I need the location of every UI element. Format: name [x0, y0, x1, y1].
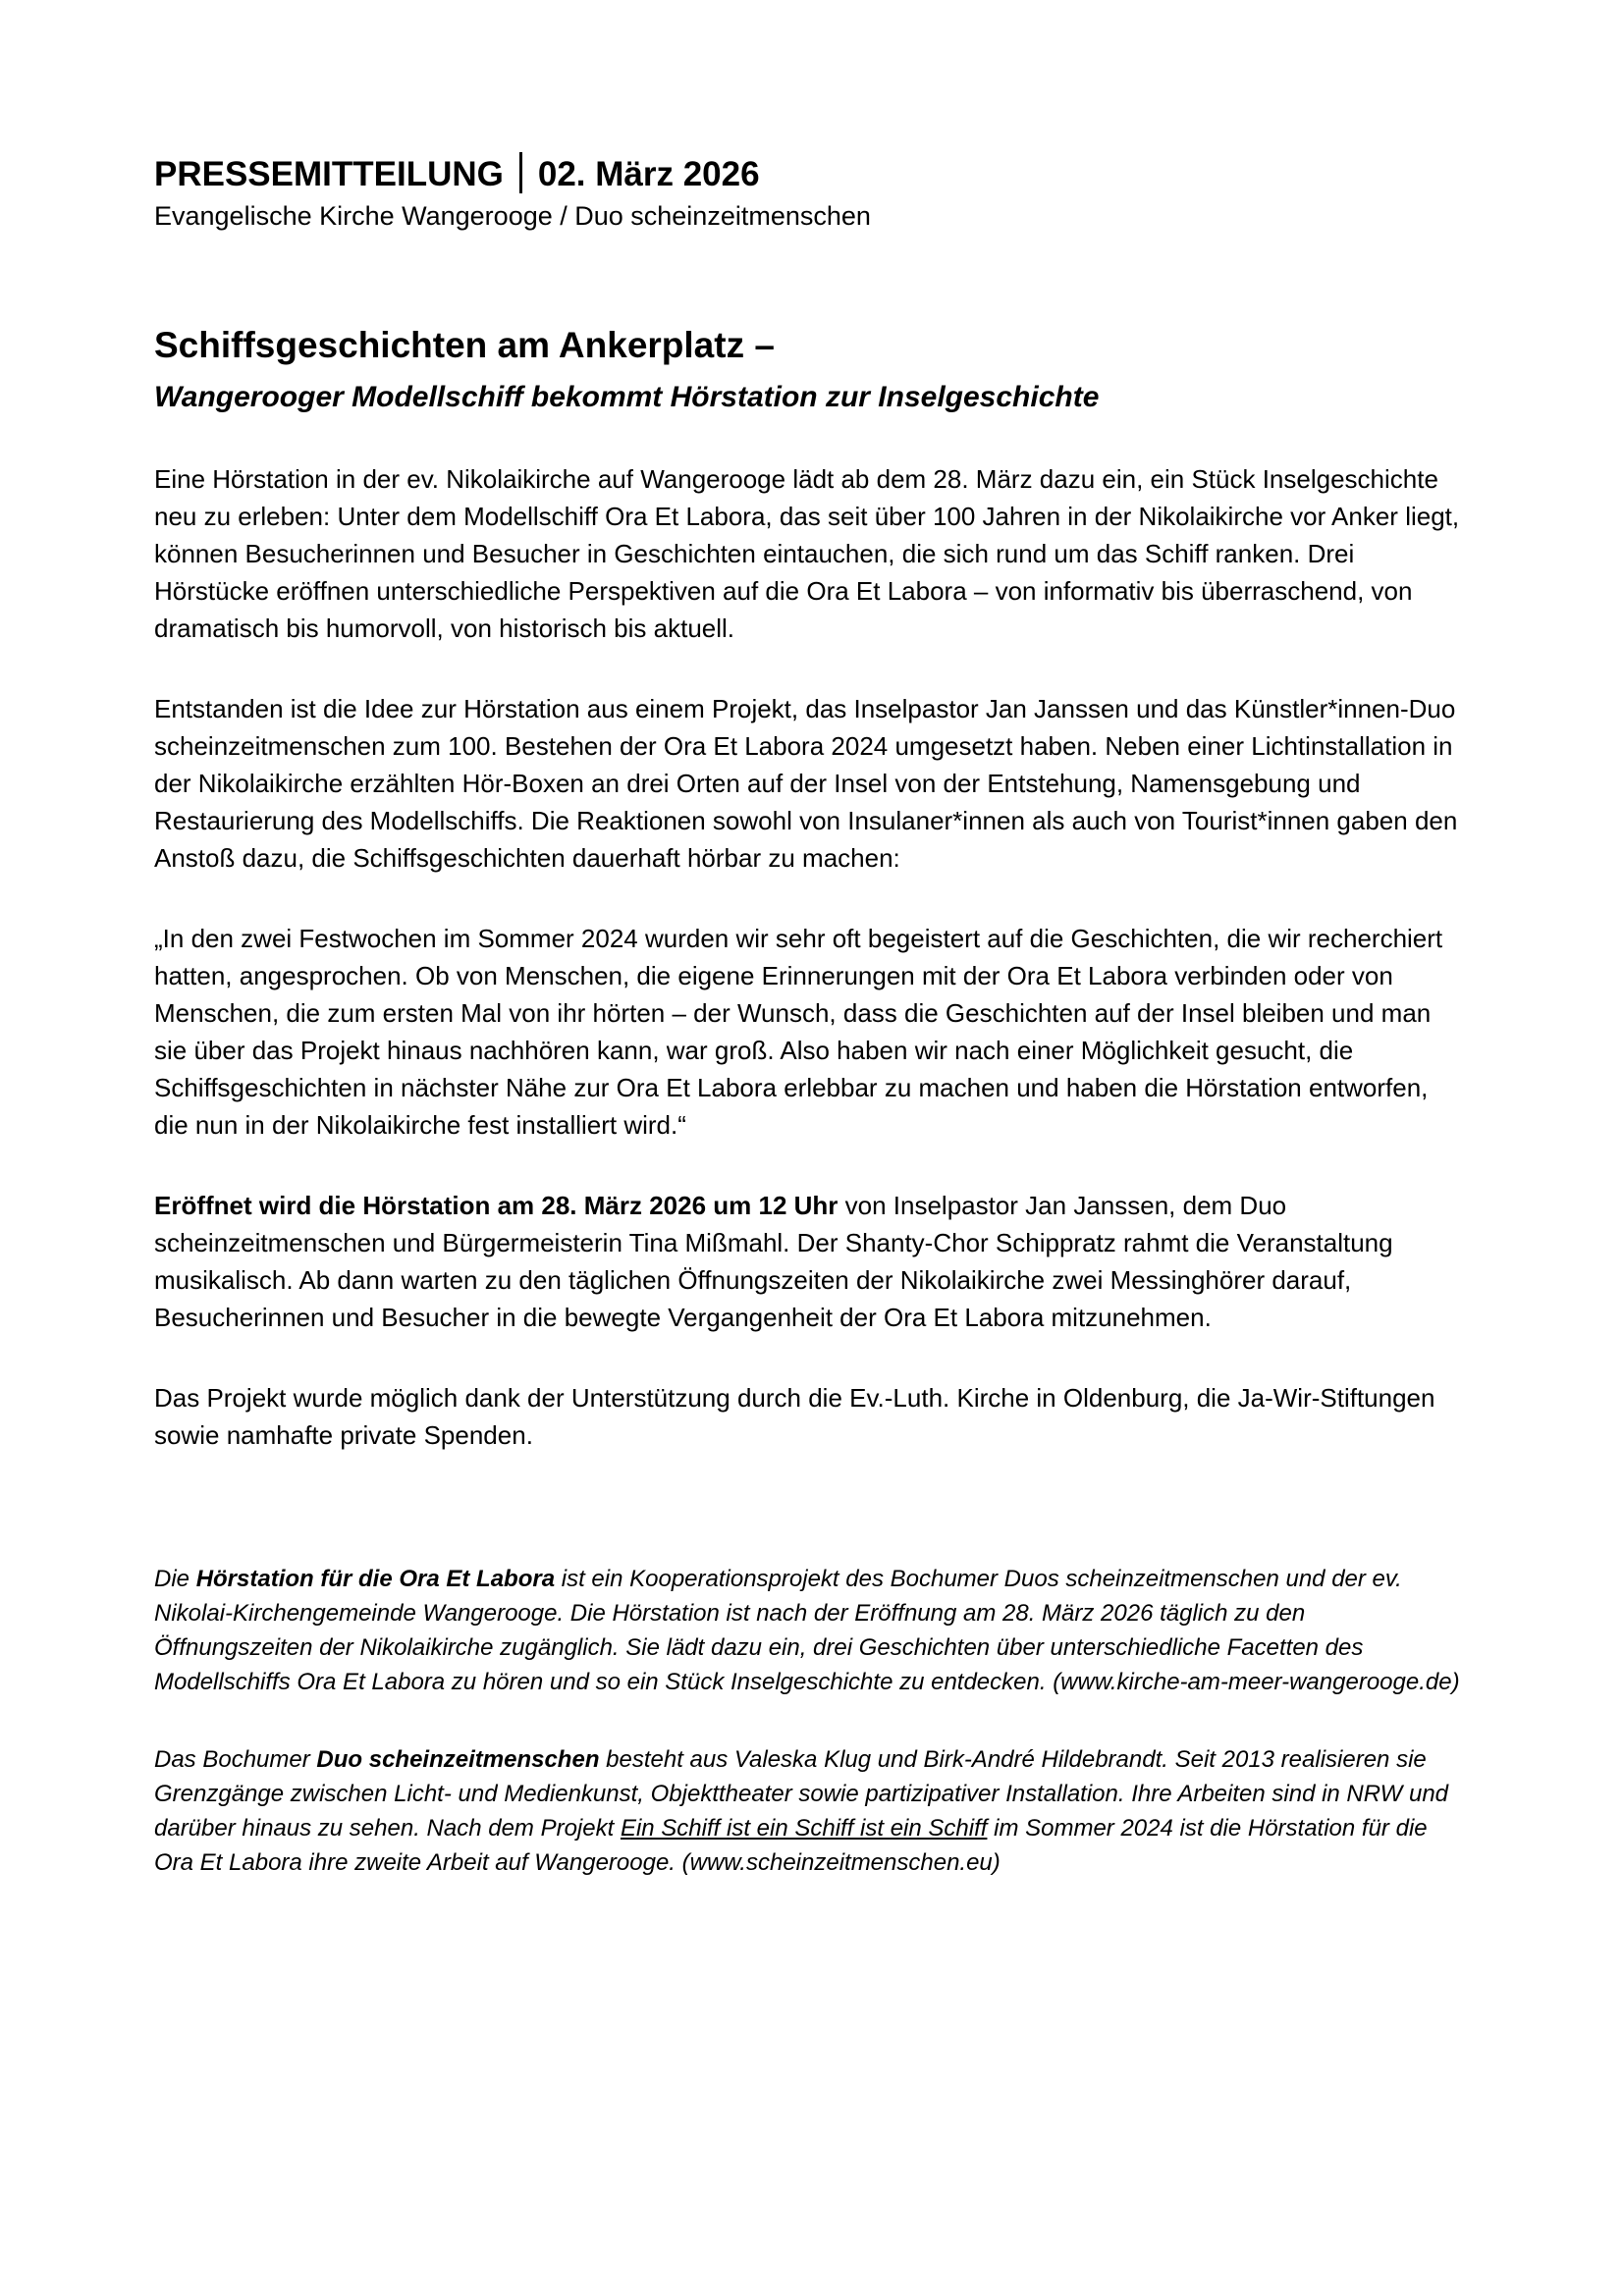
- boilerplate-duo-lead-segment: Das Bochumer: [154, 1746, 317, 1773]
- opening-event-bold-segment: Eröffnet wird die Hörstation am 28. März 2026 um 12 Uhr: [154, 1191, 839, 1220]
- opening-event-rest-segment: von Inselpastor Jan Janssen, dem Duo scheinzeitmenschen und Bürgermeisterin Tina Mißmahl. Der Shanty-Chor Schippratz rahmt die Veranstaltung musikalisch. Ab dann warten zu den täglichen Öffnungszeiten der Nikolaikirche zwei Messinghörer darauf, Besucherinnen und Besucher in die bewegte Vergangenheit der Ora Et Labora mitzunehmen.: [154, 1191, 1393, 1332]
- page-content: [154, 0, 1468, 1880]
- paragraph-intro: Eine Hörstation in der ev. Nikolaikirche auf Wangerooge lädt ab dem 28. März dazu ein, ein Stück Inselgeschichte neu zu erleben: Unter dem Modellschiff Ora Et Labora, das seit über 100 Jahren in der Nikolaikirche vor Anker liegt, können Besucherinnen und Besucher in Geschichten eintauchen, die sich rund um das Schiff ranken. Drei Hörstücke eröffnen unterschiedliche Perspektiven auf die Ora Et Labora – von informativ bis überraschend, von dramatisch bis humorvoll, von historisch bis aktuell.: [154, 464, 1460, 643]
- boilerplate-duo-bold-segment: Duo scheinzeitmenschen: [316, 1746, 600, 1773]
- header-title: PRESSEMITTEILUNG: [154, 155, 504, 193]
- boilerplate-hoerstation: [154, 1562, 1468, 1699]
- press-release-header: [154, 152, 1468, 196]
- boilerplate-duo: [154, 1742, 1468, 1880]
- header-separator-bar: [519, 152, 522, 193]
- header-date: 02. März 2026: [537, 155, 760, 193]
- boilerplate-duo-mid-segment: besteht aus Valeska Klug und Birk-André Hildebrandt. Seit 2013 realisieren sie Grenzgänge zwischen Licht- und Medienkunst, Objekttheater sowie partizipativer Installation. Ihre Arbeiten sind in NRW und darüber hinaus zu sehen. Nach dem Projekt: [154, 1746, 1449, 1842]
- subheadline: Wangerooger Modellschiff bekommt Hörstation zur Inselgeschichte: [154, 381, 1100, 413]
- boilerplate-duo-underlined-title-segment: Ein Schiff ist ein Schiff ist ein Schiff: [620, 1815, 988, 1842]
- boilerplate-duo-rest-segment: im Sommer 2024 ist die Hörstation für die Ora Et Labora ihre zweite Arbeit auf Wangerooge. (www.scheinzeitmenschen.eu): [154, 1815, 1428, 1876]
- paragraph-background: Entstanden ist die Idee zur Hörstation aus einem Projekt, das Inselpastor Jan Janssen und das Künstler*innen-Duo scheinzeitmenschen zum 100. Bestehen der Ora Et Labora 2024 umgesetzt haben. Neben einer Lichtinstallation in der Nikolaikirche erzählten Hör-Boxen an drei Orten auf der Insel von der Entstehung, Namensgebung und Restaurierung des Modellschiffs. Die Reaktionen sowohl von Insulaner*innen als auch von Tourist*innen gaben den Anstoß dazu, die Schiffsgeschichten dauerhaft hörbar zu machen:: [154, 694, 1458, 873]
- boilerplate-hoerstation-lead-segment: Die: [154, 1566, 196, 1592]
- headline: Schiffsgeschichten am Ankerplatz –: [154, 325, 775, 365]
- paragraph-quote: „In den zwei Festwochen im Sommer 2024 wurden wir sehr oft begeistert auf die Geschichten, die wir recherchiert hatten, angesprochen. Ob von Menschen, die eigene Erinnerungen mit der Ora Et Labora verbinden oder von Menschen, die zum ersten Mal von ihr hörten – der Wunsch, dass die Geschichten auf der Insel bleiben und man sie über das Projekt hinaus nachhören kann, war groß. Also haben wir nach einer Möglichkeit gesucht, die Schiffsgeschichten in nächster Nähe zur Ora Et Labora erlebbar zu machen und haben die Hörstation entworfen, die nun in der Nikolaikirche fest installiert wird.“: [154, 924, 1443, 1140]
- boilerplate-hoerstation-bold-segment: Hörstation für die Ora Et Labora: [195, 1566, 556, 1592]
- paragraph-opening-event: [154, 1187, 1468, 1336]
- paragraph-funding: Das Projekt wurde möglich dank der Unterstützung durch die Ev.-Luth. Kirche in Oldenburg, die Ja-Wir-Stiftungen sowie namhafte private Spenden.: [154, 1383, 1435, 1450]
- header-subtitle: Evangelische Kirche Wangerooge / Duo scheinzeitmenschen: [154, 201, 871, 231]
- boilerplate-hoerstation-rest-segment: ist ein Kooperationsprojekt des Bochumer Duos scheinzeitmenschen und der ev. Nikolai-Kirchengemeinde Wangerooge. Die Hörstation ist nach der Eröffnung am 28. März 2026 täglich zu den Öffnungszeiten der Nikolaikirche zugänglich. Sie lädt dazu ein, drei Geschichten über unterschiedliche Facetten des Modellschiffs Ora Et Labora zu hören und so ein Stück Inselgeschichte zu entdecken. (www.kirche-am-meer-wangerooge.de): [154, 1566, 1460, 1695]
